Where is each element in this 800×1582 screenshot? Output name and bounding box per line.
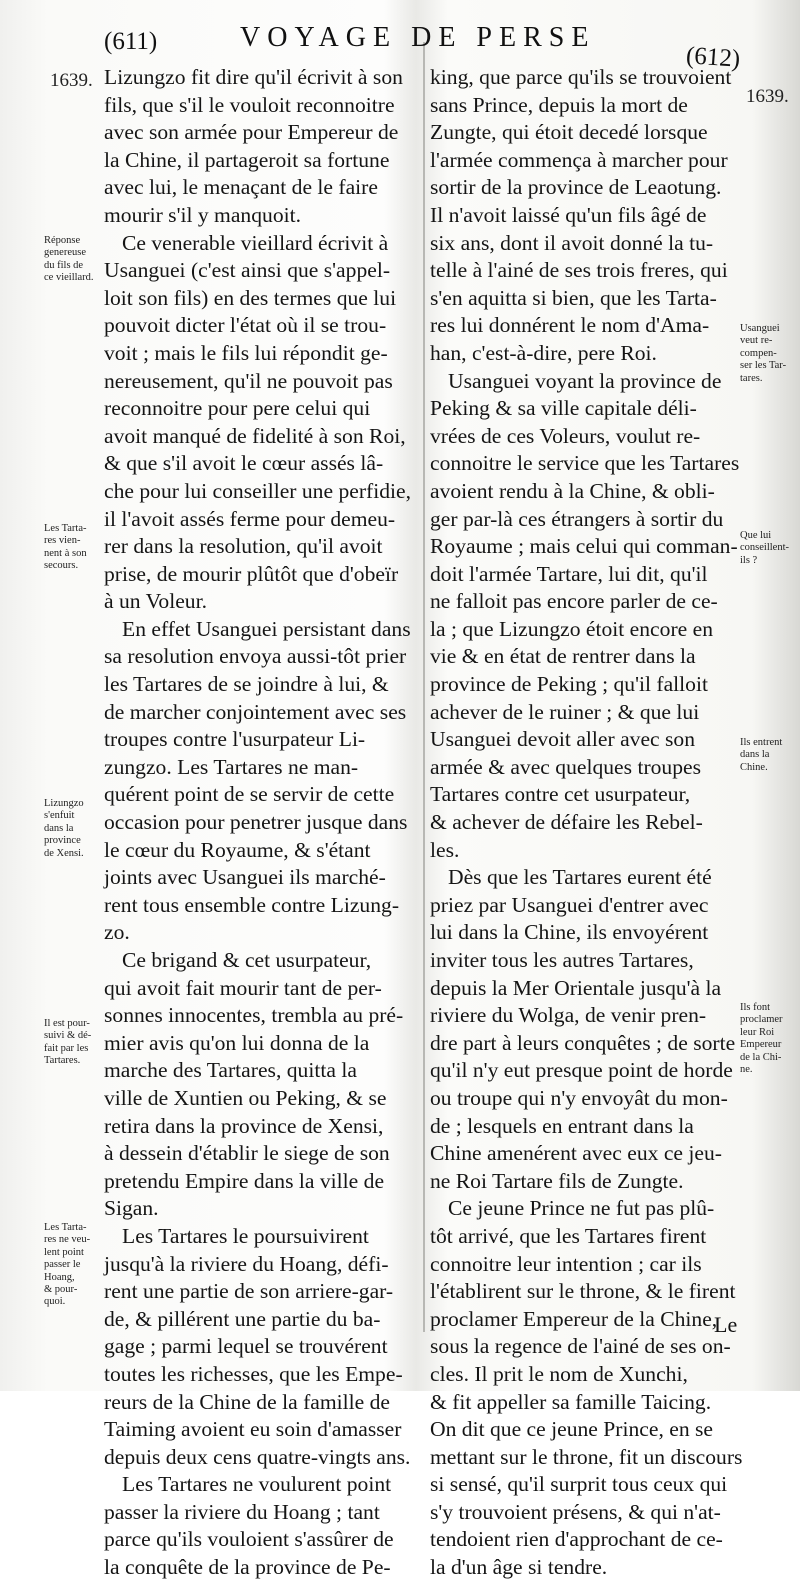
column-gutter — [423, 42, 425, 1332]
text-line: si sensé, qu'il surprit tous ceux qui — [430, 1472, 728, 1497]
text-line: ne Roi Tartare fils de Zungte. — [430, 1168, 684, 1193]
text-line: depuis la Mer Orientale jusqu'à la — [430, 975, 722, 1000]
margin-note: Ils entrent dans la Chine. — [740, 737, 783, 773]
text-line: avec lui, le menaçant de le faire — [104, 175, 378, 200]
text-line: sa resolution envoya aussi-tôt prier — [104, 644, 407, 669]
text-line: depuis deux cens quatre-vingts ans. — [104, 1444, 411, 1469]
text-line: l'armée commença à marcher pour — [430, 147, 728, 172]
text-line: pretendu Empire dans la ville de — [104, 1168, 385, 1193]
text-line: la Chine, il partageroit sa fortune — [104, 147, 390, 172]
margin-note: Les Tarta- res ne veu- lent point passer le Hoang, & pour- quoi. — [44, 1222, 91, 1308]
text-line: Tartares contre cet usurpateur, — [430, 782, 691, 807]
text-line: occasion pour penetrer jusque dans — [104, 810, 408, 835]
text-line: avoient rendu à la Chine, & obli- — [430, 478, 715, 503]
margin-note: Usanguei veut re- compen- ser les Tar- tares. — [740, 323, 787, 384]
text-line: de, & pillérent une partie du ba- — [104, 1306, 381, 1331]
text-line: rent une partie de son arriere-gar- — [104, 1279, 394, 1304]
text-line: reconnoitre pour pere celui qui — [104, 396, 371, 421]
text-line: rer dans la resolution, qu'il avoit — [104, 534, 383, 559]
text-line: riviere du Wolga, de venir pren- — [430, 1003, 707, 1028]
text-line: prise, de mourir plûtôt que d'obeïr — [104, 561, 399, 586]
text-line: de marcher conjointement avec ses — [104, 699, 407, 724]
text-line: sortir de la province de Leaotung. — [430, 175, 722, 200]
text-line: nereusement, qu'il ne pouvoit pas — [104, 368, 393, 393]
text-line: mourir s'il y manquoit. — [104, 202, 302, 227]
text-line: priez par Usanguei d'entrer avec — [430, 892, 709, 917]
text-line: ou troupe qui n'y envoyât du mon- — [430, 1085, 728, 1110]
text-line: la ; que Lizungzo étoit encore en — [430, 616, 713, 641]
text-line: proclamer Empereur de la Chine, — [430, 1306, 718, 1331]
text-line: ne falloit pas encore parler de ce- — [430, 589, 718, 614]
text-line: fils, que s'il le vouloit reconnoitre — [104, 92, 395, 117]
text-line: king, que parce qu'ils se trouvoient — [430, 65, 732, 89]
text-line: res lui donnérent le nom d'Ama- — [430, 313, 710, 338]
text-line: troupes contre l'usurpateur Li- — [104, 727, 366, 752]
text-line: ger par-là ces étrangers à sortir du — [430, 506, 724, 531]
text-line: pouvoit dicter l'état où il se trou- — [104, 313, 387, 338]
text-line: Royaume ; mais celui qui comman- — [430, 534, 738, 559]
text-line: à un Voleur. — [104, 589, 207, 614]
text-line: voit ; mais le fils lui répondit ge- — [104, 340, 388, 365]
text-line: Sigan. — [104, 1196, 159, 1221]
text-line: la conquête de la province de Pe- — [104, 1555, 391, 1580]
margin-note: Réponse genereuse du fils de ce vieillard. — [44, 235, 94, 284]
text-line: avoit manqué de fidelité à son Roi, — [104, 423, 406, 448]
text-line: s'y trouvoient présens, & qui n'at- — [430, 1499, 721, 1524]
text-line: Usanguei voyant la province de — [448, 368, 722, 393]
text-line: Zungte, qui étoit decedé lorsque — [430, 120, 708, 145]
text-line: Lizungzo fit dire qu'il écrivit à son — [104, 65, 403, 89]
text-line: ville de Xuntien ou Peking, & se — [104, 1085, 387, 1110]
text-line: joints avec Usanguei ils marché- — [104, 865, 386, 890]
text-line: rent tous ensemble contre Lizung- — [104, 892, 400, 917]
text-line: Ce jeune Prince ne fut pas plû- — [448, 1196, 715, 1221]
text-line: telle à l'ainé de ses trois freres, qui — [430, 258, 728, 283]
margin-note: Il est pour- suivi & dé- fait par les Tartares. — [44, 1018, 92, 1067]
text-line: la d'un âge si tendre. — [430, 1555, 608, 1580]
text-line: reurs de la Chine de la famille de — [104, 1389, 391, 1414]
page-header — [0, 14, 800, 73]
text-line: dre part à leurs conquêtes ; de sorte — [430, 1030, 736, 1055]
text-line: connoitre leur intention ; car ils — [430, 1251, 702, 1276]
text-line: marche des Tartares, quitta la — [104, 1058, 357, 1083]
text-line: zo. — [104, 920, 130, 945]
text-line: Chine amenérent avec eux ce jeu- — [430, 1141, 722, 1166]
text-line: tôt arrivé, que les Tartares firent — [430, 1223, 707, 1248]
text-line: six ans, dont il avoit donné la tu- — [430, 230, 714, 255]
page-number-left: (611) — [104, 28, 158, 55]
margin-note: Lizungzo s'enfuit dans la province de Xensi. — [44, 798, 84, 859]
text-line: parce qu'ils vouloient s'assûrer de — [104, 1527, 394, 1552]
margin-note: Que lui conseillent- ils ? — [740, 530, 789, 566]
text-line: achever de le ruiner ; & que lui — [430, 699, 700, 724]
text-line: sonnes innocentes, trembla au pré- — [104, 1003, 404, 1028]
text-line: toutes les richesses, que les Empe- — [104, 1361, 403, 1386]
text-line: l'établirent sur le throne, & le firent — [430, 1279, 736, 1304]
text-line: les. — [430, 837, 460, 862]
text-line: Il n'avoit laissé qu'un fils âgé de — [430, 202, 707, 227]
text-line: connoitre le service que les Tartares — [430, 451, 740, 476]
text-line: sans Prince, depuis la mort de — [430, 92, 688, 117]
text-line: cles. Il prit le nom de Xunchi, — [430, 1361, 688, 1386]
text-line: qu'il n'y eut presque point de horde — [430, 1058, 733, 1083]
text-line: Peking & sa ville capitale déli- — [430, 396, 697, 421]
text-line: & fit appeller sa famille Taicing. — [430, 1389, 712, 1414]
catchword: Le — [714, 1312, 738, 1337]
left-column — [104, 64, 416, 1582]
text-line: quérent point de se servir de cette — [104, 782, 395, 807]
text-line: On dit que ce jeune Prince, en se — [430, 1417, 714, 1442]
text-line: che pour lui conseiller une perfidie, — [104, 478, 411, 503]
text-line: il l'avoit assés ferme pour demeu- — [104, 506, 396, 531]
text-line: Usanguei (c'est ainsi que s'appel- — [104, 258, 391, 283]
text-line: Usanguei devoit aller avec son — [430, 727, 696, 752]
year-right: 1639. — [746, 86, 789, 107]
text-line: han, c'est-à-dire, pere Roi. — [430, 340, 657, 365]
text-line: lui dans la Chine, ils envoyérent — [430, 920, 709, 945]
text-line: vie & en état de rentrer dans la — [430, 644, 696, 669]
text-line: gage ; parmi lequel se trouvérent — [104, 1334, 388, 1359]
text-line: province de Peking ; qu'il falloit — [430, 672, 708, 697]
text-line: doit l'armée Tartare, lui dit, qu'il — [430, 561, 708, 586]
text-line: sous la regence de l'ainé de ses on- — [430, 1334, 731, 1359]
text-line: avec son armée pour Empereur de — [104, 120, 399, 145]
text-line: armée & avec quelques troupes — [430, 754, 702, 779]
text-line: Ce brigand & cet usurpateur, — [122, 948, 372, 972]
right-column — [430, 64, 743, 1582]
text-line: les Tartares de se joindre à lui, & — [104, 672, 389, 697]
text-line: de ; lesquels en entrant dans la — [430, 1113, 694, 1138]
running-title: VOYAGE DE PERSE — [240, 22, 596, 53]
text-line: passer la riviere du Hoang ; tant — [104, 1499, 380, 1524]
text-line: qui avoit fait mourir tant de per- — [104, 975, 382, 1000]
text-line: Les Tartares le poursuivirent — [122, 1223, 369, 1248]
text-line: & que s'il avoit le cœur assés lâ- — [104, 451, 384, 476]
margin-note: Les Tarta- res vien- nent à son secours. — [44, 523, 87, 572]
text-line: tendoient rien d'approchant de ce- — [430, 1527, 723, 1552]
text-line: vrées de ces Voleurs, voulut re- — [430, 423, 701, 448]
text-line: Ce venerable vieillard écrivit à — [122, 230, 389, 255]
text-line: Taiming avoient eu soin d'amasser — [104, 1417, 402, 1442]
text-line: jusqu'à la riviere du Hoang, défi- — [104, 1251, 389, 1276]
text-line: zungzo. Les Tartares ne man- — [104, 754, 359, 779]
text-line: à dessein d'établir le siege de son — [104, 1141, 390, 1166]
text-line: s'en aquitta si bien, que les Tarta- — [430, 285, 717, 310]
text-line: le cœur du Royaume, & s'étant — [104, 837, 371, 862]
text-line: Les Tartares ne voulurent point — [122, 1472, 392, 1497]
text-line: Dès que les Tartares eurent été — [448, 865, 712, 890]
text-line: retira dans la province de Xensi, — [104, 1113, 384, 1138]
text-line: & achever de défaire les Rebel- — [430, 810, 703, 835]
margin-note: Ils font proclamer leur Roi Empereur de la Chi- ne. — [740, 1002, 783, 1076]
text-line: mettant sur le throne, fit un discours — [430, 1444, 743, 1469]
year-left: 1639. — [50, 70, 93, 91]
text-line: mier avis qu'on lui donna de la — [104, 1030, 370, 1055]
text-line: En effet Usanguei persistant dans — [122, 616, 411, 641]
text-line: inviter tous les autres Tartares, — [430, 948, 694, 972]
page-number-right: (612) — [685, 42, 742, 73]
text-line: loit son fils) en des termes que lui — [104, 285, 397, 310]
